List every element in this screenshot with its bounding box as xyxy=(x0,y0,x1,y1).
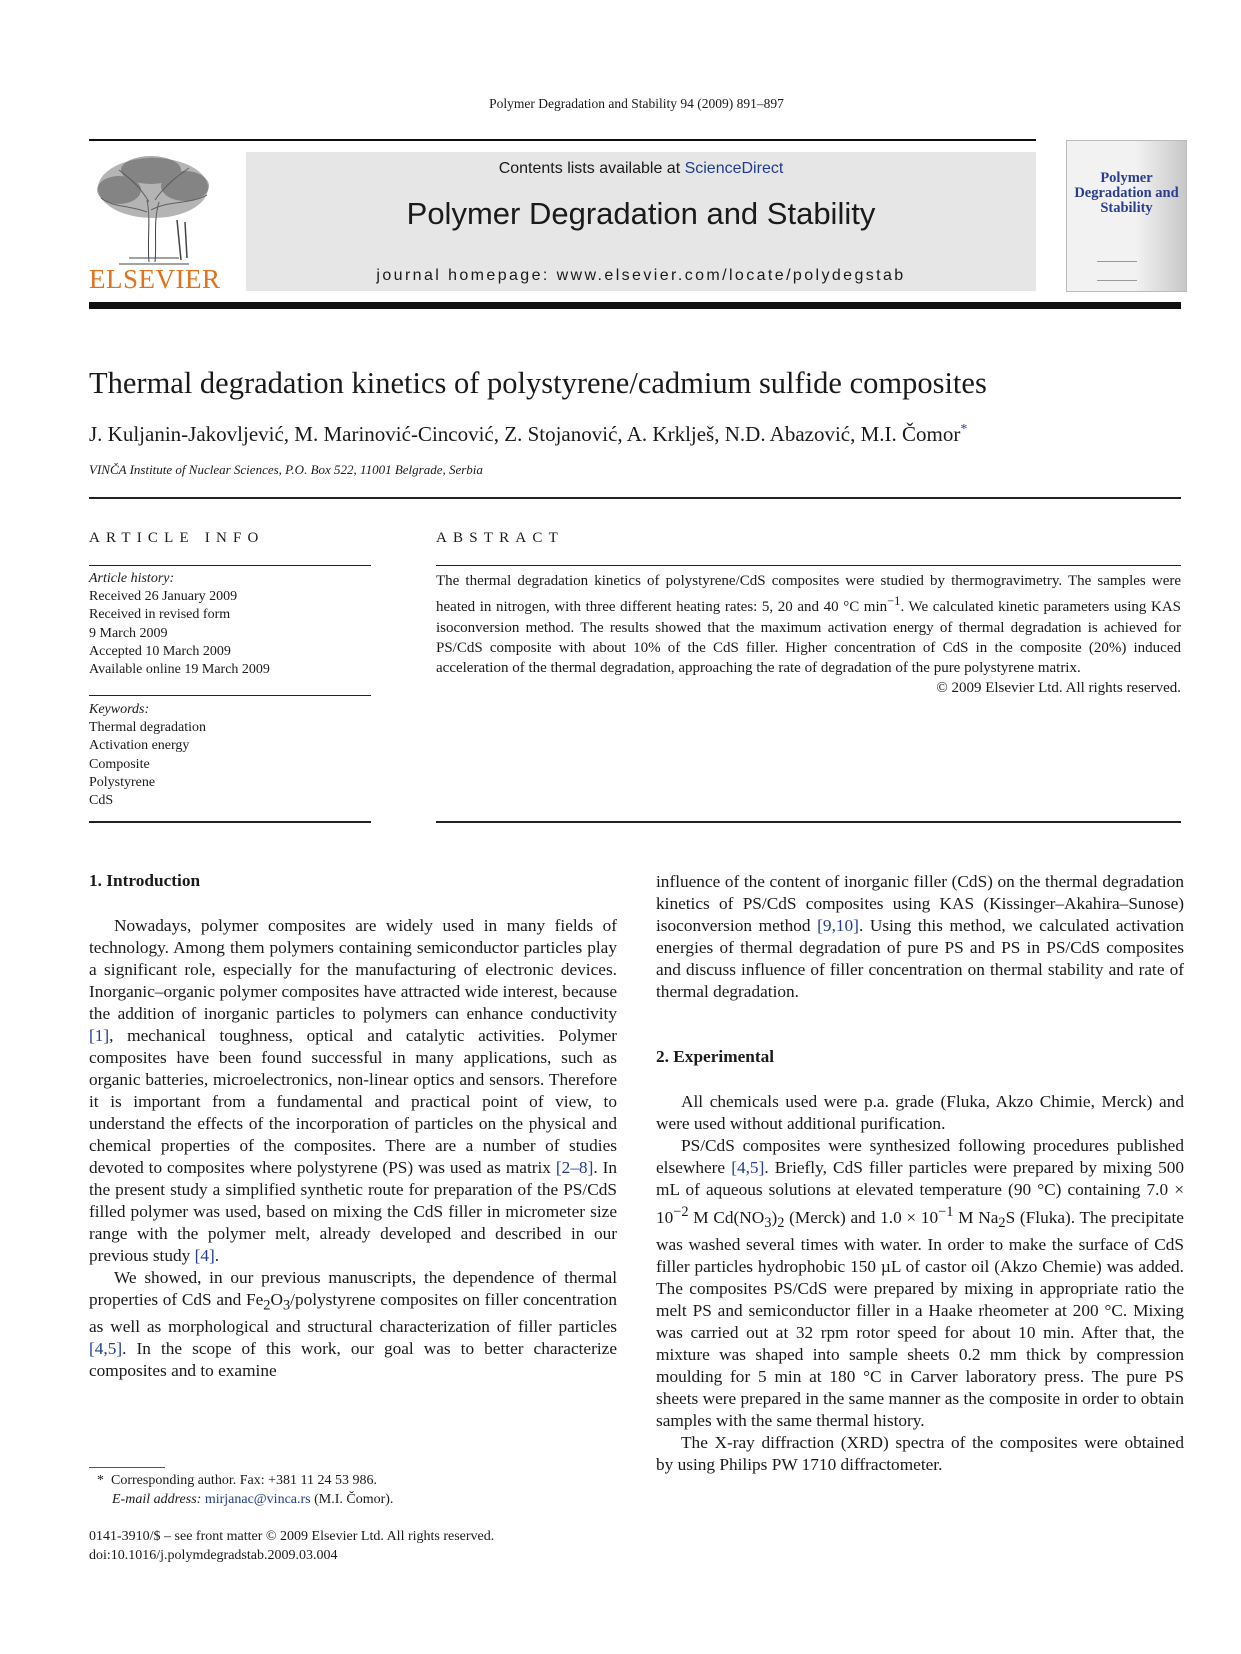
article-title: Thermal degradation kinetics of polystyrene/cadmium sulfide composites xyxy=(89,366,987,400)
header-bottom-rule xyxy=(89,302,1181,309)
keyword-item: CdS xyxy=(89,793,114,809)
superscript: −1 xyxy=(938,1204,954,1220)
email-link[interactable]: mirjanac@vinca.rs xyxy=(204,1491,311,1507)
history-item: Available online 19 March 2009 xyxy=(89,662,270,678)
abstract-body xyxy=(436,571,1181,699)
info-rule xyxy=(89,821,371,823)
intro-paragraph-3 xyxy=(656,871,1184,1003)
issn-block xyxy=(89,1528,494,1565)
keyword-item: Thermal degradation xyxy=(89,720,207,736)
history-item: Received in revised form xyxy=(89,607,231,623)
intro-paragraph-2 xyxy=(89,1267,617,1382)
superscript: −2 xyxy=(673,1204,689,1220)
experimental-body xyxy=(656,1091,1184,1476)
elsevier-wordmark: ELSEVIER xyxy=(89,264,221,294)
footnote-text: Corresponding author. Fax: +381 11 24 53 986. xyxy=(111,1473,377,1488)
text-run: M Na xyxy=(953,1207,999,1227)
abstract-text-b: . We calculated kinetic parameters using KAS isoconversion method. The results showed that the maximum activation energy of thermal degradation is achieved for PS/CdS composite with about 10% of the CdS filler. Higher concentration of CdS in the composite (20%) induced acceleration of the thermal degradation, approaching the rate of degradation of the pure polystyrene matrix. xyxy=(436,599,1181,677)
info-rule xyxy=(89,565,371,566)
text-run: M Cd(NO xyxy=(688,1207,765,1227)
tree-icon xyxy=(89,150,217,268)
exp-paragraph-3: The X-ray diffraction (XRD) spectra of the composites were obtained by using Philips PW 1710 diffractometer. xyxy=(656,1433,1184,1475)
keywords xyxy=(89,701,206,810)
sciencedirect-link[interactable]: ScienceDirect xyxy=(684,160,784,177)
subscript: 2 xyxy=(777,1215,785,1232)
history-label: Article history: xyxy=(89,571,175,586)
article-info-heading: ARTICLE INFO xyxy=(89,530,265,546)
doi-line[interactable]: doi:10.1016/j.polymdegradstab.2009.03.004 xyxy=(89,1547,338,1563)
contents-prefix: Contents lists available at xyxy=(498,160,685,177)
text-run: PS/CdS composites were synthesized following procedures published elsewhere xyxy=(656,1136,1184,1177)
keyword-item: Composite xyxy=(89,756,150,772)
text-run: . In the present study a simplified synthetic route for preparation of the PS/CdS filled polymer was used, based on mixing the CdS filler in micrometer size range with the polymer melt, already developed and described in our previous study xyxy=(89,1158,617,1265)
abstract-text-a: The thermal degradation kinetics of polystyrene/CdS composites were studied by thermogravimetry. The samples were heated in nitrogen, with three different heating rates: 5, 20 and 40 °C min xyxy=(436,573,1181,616)
cover-decoration xyxy=(1097,261,1137,281)
experimental-heading: 2. Experimental xyxy=(656,1047,775,1066)
citation-link[interactable]: [9,10] xyxy=(817,916,859,935)
text-run: . Using this method, we calculated activation energies of thermal degradation of pure PS and PS in PS/CdS composites and discuss influence of filler concentration on thermal stability and rate of thermal degradation. xyxy=(656,916,1185,1001)
journal-reference: Polymer Degradation and Stability 94 (2009) 891–897 xyxy=(489,96,784,111)
citation-link[interactable]: [1] xyxy=(89,1026,110,1045)
section-divider xyxy=(89,497,1181,499)
cover-title: Polymer Degradation and Stability xyxy=(1074,170,1179,216)
citation-link[interactable]: [4] xyxy=(194,1246,215,1265)
email-suffix: (M.I. Čomor). xyxy=(310,1491,394,1507)
abstract-heading: ABSTRACT xyxy=(436,530,564,546)
text-run: . Briefly, CdS filler particles were prepared by mixing 500 mL of aqueous solutions at elevated temperature (90 °C) containing 7.0 × 10 xyxy=(656,1158,1185,1227)
introduction-heading: 1. Introduction xyxy=(89,871,201,890)
text-run: S (Fluka). The precipitate was washed several times with water. In order to make the surface of CdS filler particles hydrophobic 150 µL of castor oil (Akzo Chemie) was added. The composites PS/CdS were prepared by mixing in appropriate ratio the melt PS and semiconductor filler in a Haake rheometer at 200 °C. Mixing was carried out at 32 rpm rotor speed for about 10 min. After that, the mixture was shaped into sample sheets 0.2 mm thick by compression moulding for 5 min at 180 °C in Carver laboratory press. The pure PS sheets were prepared in the same manner as the composite in order to obtain samples with the same thermal history. xyxy=(656,1207,1184,1431)
text-run: . xyxy=(214,1246,220,1265)
subscript: 3 xyxy=(282,1297,291,1314)
journal-header-box xyxy=(246,152,1036,291)
citation-link[interactable]: [2–8] xyxy=(555,1158,594,1177)
footnote-rule xyxy=(89,1467,165,1468)
citation-link[interactable]: [4,5] xyxy=(89,1339,123,1359)
journal-cover-thumbnail[interactable] xyxy=(1066,140,1187,292)
keyword-item: Polystyrene xyxy=(89,774,156,790)
footnote-email-line xyxy=(97,1491,393,1510)
journal-homepage-link[interactable]: journal homepage: www.elsevier.com/locate/polydegstab xyxy=(376,267,906,284)
elsevier-logo[interactable] xyxy=(89,150,221,295)
text-run: /polystyrene composites on filler concentration as well as morphological and structural characterization of filler particles xyxy=(89,1290,617,1337)
keywords-label: Keywords: xyxy=(89,702,150,717)
author-list xyxy=(89,422,967,447)
exp-paragraph-1: All chemicals used were p.a. grade (Fluka, Akzo Chimie, Merck) and were used without additional purification. xyxy=(656,1092,1184,1133)
text-run: (Merck) and 1.0 × 10 xyxy=(784,1207,939,1227)
intro-paragraph-1 xyxy=(89,915,617,1267)
journal-name: Polymer Degradation and Stability xyxy=(406,196,876,231)
footnote-corresponding xyxy=(97,1472,393,1491)
text-run: O xyxy=(270,1290,283,1309)
abstract-rule xyxy=(436,821,1181,823)
introduction-body xyxy=(89,915,617,1382)
citation-link[interactable]: [4,5] xyxy=(731,1158,765,1177)
abstract-rule xyxy=(436,565,1181,566)
text-run: Nowadays, polymer composites are widely used in many fields of technology. Among them polymers containing semiconductor particles play a significant role, especially for the manufacturing of electronic devices. Inorganic–organic polymer composites have attracted wide interest, because the addition of inorganic particles to polymers can enhance conductivity xyxy=(89,916,617,1023)
footnote xyxy=(97,1472,393,1509)
exp-paragraph-2 xyxy=(656,1135,1184,1432)
info-rule xyxy=(89,695,371,696)
history-item: 9 March 2009 xyxy=(89,625,168,641)
abstract-superscript: −1 xyxy=(887,594,901,609)
history-item: Received 26 January 2009 xyxy=(89,589,238,605)
abstract-copyright: © 2009 Elsevier Ltd. All rights reserved. xyxy=(936,680,1181,697)
text-run: ) xyxy=(771,1207,778,1227)
abstract-paragraph xyxy=(436,571,1181,678)
text-run: . In the scope of this work, our goal was to better characterize composites and to examine xyxy=(89,1339,617,1381)
text-run: , mechanical toughness, optical and catalytic activities. Polymer composites have been found successful in many applications, such as organic batteries, microelectronics, non-linear optics and sensors. Therefore it is important from a fundamental and practical point of view, to understand the effects of the incorporation of particles on the physical and chemical properties of the composites. There are a number of studies devoted to composites where polystyrene (PS) was used as matrix xyxy=(89,1026,617,1177)
article-history xyxy=(89,570,270,679)
header-top-rule xyxy=(89,139,1036,141)
subscript: 2 xyxy=(998,1215,1006,1232)
footnote-mark: * xyxy=(97,1473,104,1488)
keyword-item: Activation energy xyxy=(89,738,190,754)
contents-line xyxy=(246,160,1036,178)
subscript: 2 xyxy=(263,1297,271,1314)
text-run: influence of the content of inorganic filler (CdS) on the thermal degradation kinetics of PS/CdS composites using KAS (Kissinger–Akahira–Sunose) isoconversion method xyxy=(656,872,1184,935)
front-matter-line: 0141-3910/$ – see front matter © 2009 Elsevier Ltd. All rights reserved. xyxy=(89,1529,495,1544)
introduction-continued xyxy=(656,871,1184,1003)
subscript: 3 xyxy=(764,1215,772,1232)
authors-text: J. Kuljanin-Jakovljević, M. Marinović-Cincović, Z. Stojanović, A. Krklješ, N.D. Abazović, M.I. Čomor xyxy=(89,422,961,446)
text-run: We showed, in our previous manuscripts, the dependence of thermal properties of CdS and Fe xyxy=(89,1268,617,1309)
corresponding-author-mark[interactable]: * xyxy=(960,422,968,437)
history-item: Accepted 10 March 2009 xyxy=(89,643,231,659)
affiliation: VINČA Institute of Nuclear Sciences, P.O. Box 522, 11001 Belgrade, Serbia xyxy=(89,462,483,477)
email-label: E-mail address: xyxy=(112,1491,202,1507)
